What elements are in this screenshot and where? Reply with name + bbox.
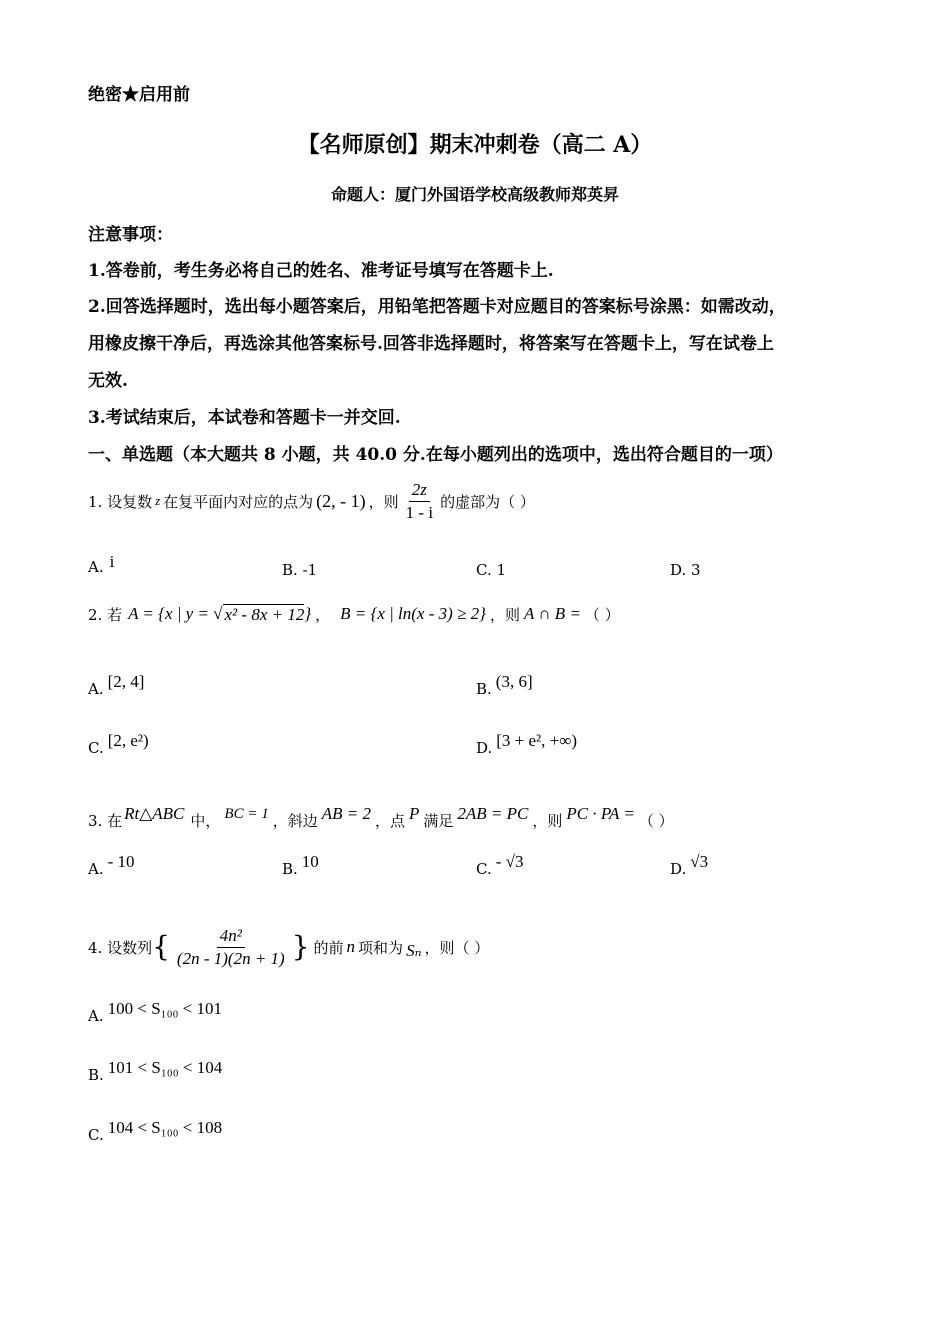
q3-text-3: ，斜边 [272,811,318,830]
question-2 [88,592,620,636]
notice-item-3: 3.考试结束后，本试卷和答题卡一并交回. [88,408,401,428]
q1-option-b[interactable]: B. -1 [282,561,318,579]
q4-option-c-value: 104 < S₁₀₀ < 108 [107,1118,223,1137]
q2-option-c[interactable] [88,731,149,757]
q1-text-3: ，则 [368,492,399,511]
q4-text-3: 项和为 [358,938,404,957]
q2-option-d[interactable] [476,731,578,757]
q1-option-d[interactable]: D. 3 [670,561,701,579]
q4-text-2: 的前 [313,938,344,957]
q4-option-b-label: B. [88,1066,104,1084]
q3-option-b-label: B. [282,860,298,878]
q2-option-d-value: [3 + e², +∞) [496,731,578,750]
q3-option-c-label: C. [476,860,492,878]
q3-option-d[interactable] [670,852,709,878]
q2-text-2: ，则 [489,605,520,624]
q3-triangle: Rt△ABC [124,804,185,823]
q4-text-1: 4. 设数列 [88,938,153,957]
q3-ab: AB = 2 [321,804,371,823]
notice-item-2-line-3: 无效. [88,371,128,391]
secret-label: 绝密★启用前 [88,85,190,105]
q4-sn: Sₙ [406,941,422,960]
q2-option-a-value: [2, 4] [107,672,145,691]
q2-option-b[interactable] [476,672,533,698]
q4-fraction [174,926,288,969]
notice-item-2-line-2: 用橡皮擦干净后，再选涂其他答案标号.回答非选择题时，将答案写在答题卡上，写在试卷上 [88,334,774,354]
q3-bc: BC = 1 [224,805,269,822]
notice-item-2-line-1: 2.回答选择题时，选出每小题答案后，用铅笔把答题卡对应题目的答案标号涂黑：如需改动， [88,297,786,317]
q3-text-6: ，则 [532,811,563,830]
q1-text-4: 的虚部为（ ） [440,492,535,511]
q2-option-a[interactable] [88,672,145,698]
q2-option-b-value: (3, 6] [495,672,533,691]
q1-text-2: 在复平面内对应的点为 [163,492,314,511]
q2-set-a-close: } [304,604,312,623]
question-3 [88,800,674,840]
q2-expression: A ∩ B = [523,604,581,623]
q4-option-b[interactable] [88,1058,223,1084]
q1-option-c[interactable]: C. 1 [476,561,507,579]
q2-comma: ， [315,605,331,624]
q1-text-1: 1. 设复数 [88,492,153,511]
q1-fraction-numerator: 2z [409,480,430,502]
q4-option-a-value: 100 < S₁₀₀ < 101 [107,999,223,1018]
q3-option-d-value: √3 [690,852,709,871]
q4-n: n [346,937,356,956]
q1-fraction [403,480,436,523]
q3-option-a[interactable] [88,852,135,878]
q3-point-p: P [408,804,420,823]
q1-z: z [155,493,161,508]
q3-option-a-label: A. [88,860,104,878]
author-line: 命题人：厦门外国语学校高级教师郑英昇 [330,185,619,204]
q3-option-c[interactable] [476,852,524,878]
notice-item-1: 1.答卷前，考生务必将自己的姓名、准考证号填写在答题卡上. [88,261,554,281]
q4-text-4: ，则（ ） [424,938,490,957]
q3-expression: PC · PA = [566,804,635,823]
q3-option-a-value: - 10 [107,852,135,871]
q3-text-7: （ ） [638,811,674,830]
q4-fraction-numerator: 4n² [217,926,245,948]
q3-option-b-value: 10 [301,852,319,871]
q3-option-c-value: - √3 [495,852,524,871]
q4-fraction-denominator: (2n - 1)(2n + 1) [176,948,285,968]
q1-fraction-denominator: 1 - i [405,502,434,522]
q3-option-b[interactable] [282,852,319,878]
q2-option-c-label: C. [88,739,104,757]
q2-text-1: 2. 若 [88,605,123,624]
q4-option-c-label: C. [88,1126,104,1144]
page-title: 【名师原创】期末冲刺卷（高二 A） [297,132,653,158]
q3-option-d-label: D. [670,860,687,878]
q3-text-4: ，点 [374,811,405,830]
q1-option-a-label: A. [88,558,104,576]
q2-set-a-radicand: x² - 8x + 12 [224,604,305,624]
section-heading: 一、单选题（本大题共 8 小题，共 40.0 分.在每小题列出的选项中，选出符合题目的一项） [88,445,783,465]
q4-option-b-value: 101 < S₁₀₀ < 104 [107,1058,223,1077]
notice-heading: 注意事项： [88,225,173,245]
q2-option-a-label: A. [88,680,104,698]
q4-brace-close-icon: } [291,930,310,963]
q2-set-a: A = {x | y = √ [128,604,223,623]
q2-option-c-value: [2, e²) [107,731,149,750]
q1-point: (2, - 1) [316,490,366,511]
q1-option-a-value: i [109,552,115,571]
q3-condition: 2AB = PC [457,804,529,823]
q2-set-b: B = {x | ln(x - 3) ≥ 2} [340,604,486,623]
q4-option-a[interactable] [88,999,223,1025]
q1-option-a[interactable] [88,552,115,576]
q2-text-3: （ ） [584,605,620,624]
question-1 [88,470,535,532]
q4-brace-open-icon: { [152,930,170,963]
q4-option-c[interactable] [88,1118,223,1144]
q3-text-1: 3. 在 [88,811,123,830]
q4-option-a-label: A. [88,1007,104,1025]
q2-option-d-label: D. [476,739,493,757]
q3-text-5: 满足 [423,811,454,830]
question-4 [88,916,489,978]
q3-text-2: 中， [190,811,221,830]
q2-option-b-label: B. [476,680,492,698]
